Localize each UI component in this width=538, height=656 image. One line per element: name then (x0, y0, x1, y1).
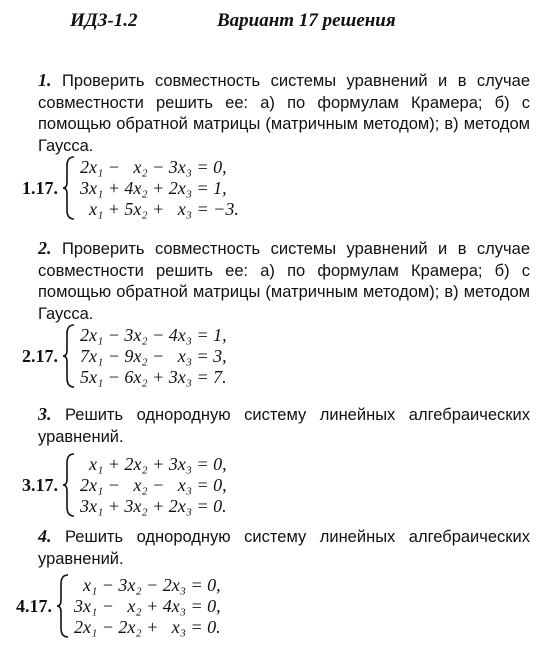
equation-row: x₁ + 2x₂ + 3x₃ = 0, (80, 453, 227, 474)
left-brace-icon (62, 324, 76, 388)
problem-text: Проверить совместность системы уравнений и в случае совместности решить ее: а) по формулам Крамера; б) с помощью обратной матрицы (матричным методом); в) методом Гаусса. (38, 240, 530, 323)
problem-4-statement (8, 526, 530, 570)
equation-row: 2x₁ − x₂ − 3x₃ = 0, (80, 156, 227, 177)
equation-row: 3x₁ + 3x₂ + 2x₃ = 0. (80, 495, 227, 516)
system-label: 2.17. (22, 345, 58, 366)
equation-row: 5x₁ − 6x₂ + 3x₃ = 7. (80, 366, 227, 387)
left-brace-icon (62, 156, 76, 220)
problem-number: 4. (38, 526, 52, 546)
system-label: 3.17. (22, 474, 58, 495)
problem-text: Решить однородную систему линейных алгебраических уравнений. (38, 528, 530, 568)
system-label: 4.17. (16, 595, 52, 616)
equation-row: 2x₁ − x₂ − x₃ = 0, (80, 474, 227, 495)
problem-text: Проверить совместность системы уравнений и в случае совместности решить ее: а) по формулам Крамера; б) с помощью обратной матрицы (матричным методом); в) методом Гаусса. (38, 72, 530, 155)
problem-2-statement (8, 238, 530, 325)
system-4-17 (16, 574, 221, 638)
doc-title: ИДЗ-1.2 (70, 10, 138, 31)
problem-number: 1. (38, 70, 52, 90)
problem-number: 2. (38, 238, 52, 258)
system-3-17 (22, 453, 227, 517)
equation-row: x₁ + 5x₂ + x₃ = −3. (80, 198, 239, 219)
left-brace-icon (62, 453, 76, 517)
equation-row: 3x₁ − x₂ + 4x₃ = 0, (74, 595, 221, 616)
system-2-17 (22, 324, 227, 388)
document-header (70, 10, 396, 32)
problem-number: 3. (38, 404, 52, 424)
problem-1-statement (8, 70, 530, 157)
equation-row: 2x₁ − 2x₂ + x₃ = 0. (74, 616, 221, 637)
system-1-17 (22, 156, 239, 220)
equation-row: 7x₁ − 9x₂ − x₃ = 3, (80, 345, 227, 366)
variant-label: Вариант 17 решения (217, 10, 396, 31)
equation-row: 2x₁ − 3x₂ − 4x₃ = 1, (80, 324, 227, 345)
equation-row: 3x₁ + 4x₂ + 2x₃ = 1, (80, 177, 227, 198)
left-brace-icon (56, 574, 70, 638)
problem-3-statement (8, 404, 530, 448)
equation-row: x₁ − 3x₂ − 2x₃ = 0, (74, 574, 221, 595)
system-label: 1.17. (22, 177, 58, 198)
problem-text: Решить однородную систему линейных алгебраических уравнений. (38, 406, 530, 446)
